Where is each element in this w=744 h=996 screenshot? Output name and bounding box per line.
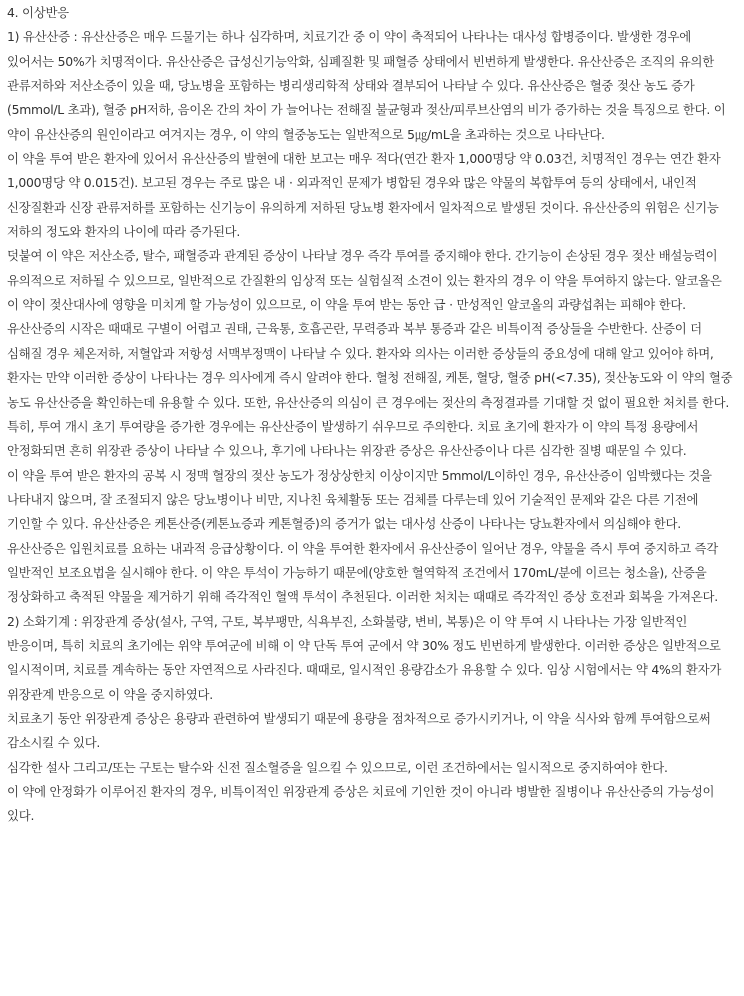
paragraph-gastrointestinal-dose-management: 치료초기 동안 위장관계 증상은 용량과 관련하여 발생되기 때문에 용량을 점차적으로 증가시키거나, 이 약을 식사와 함께 투여함으로써 감소시킬 수 있다. [7,710,711,751]
paragraph-lactic-acidosis-treatment: 유산산증은 입원치료를 요하는 내과적 응급상황이다. 이 약을 투여한 환자에서 유산산증이 일어난 경우, 약물을 즉시 투여 중지하고 즉각 일반적인 보조요법을 실시해야 한다. 이 약은 투석이 가능하기 때문에(양호한 혈역학적 조건에서 170mL/분에 이르는 청소율), 산증을 정상화하고 축적된 약물을 제거하기 위해 즉각적인 혈액 투석이 추천된다. 이러한 처치는 때때로 즉각적인 증상 호전과 회복을 가져온다. [7,540,718,605]
paragraph-lactic-acidosis-symptoms: 유산산증의 시작은 때때로 구별이 어렵고 권태, 근육통, 호흡곤란, 무력증과 복부 통증과 같은 비특이적 증상들을 수반한다. 산증이 더 심해질 경우 체온저하, 저혈압과 저항성 서맥부정맥이 나타날 수 있다. 환자와 의사는 이러한 증상들의 중요성에 대해 알고 있어야 하며, 환자는 만약 이러한 증상이 나타나는 경우 의사에게 즉시 알려야 한다. 혈청 전해질, 케톤, 혈당, 혈중 pH(<7.35), 젖산농도와 이 약의 혈중 농도 유산산증을 확인하는데 유용할 수 있다. 또한, 유산산증의 의심이 큰 경우에는 젖산의 측정결과를 기대할 것 없이 필요한 처치를 한다. 특히, 투여 개시 초기 투여량을 증가한 경우에는 유산산증이 발생하기 쉬우므로 주의한다. 치료 초기에 환자가 이 약의 특정 용량에서 안정화되면 흔히 위장관 증상이 나타날 수 있으나, 후기에 나타나는 위장관 증상은 유산산증이나 다른 심각한 질병 때문일 수 있다. [7,321,733,459]
paragraph-lactic-acidosis-precautions: 덧붙여 이 약은 저산소증, 탈수, 패혈증과 관계된 증상이 나타날 경우 즉각 투여를 중지해야 한다. 간기능이 손상된 경우 젖산 배설능력이 유의적으로 저하될 수 있으므로, 일반적으로 간질환의 임상적 또는 실험실적 소견이 있는 환자의 경우 이 약을 투여하지 않는다. 알코올은 이 약이 젖산대사에 영향을 미치게 할 가능성이 있으므로, 이 약을 투여 받는 동안 급 · 만성적인 알코올의 과량섭취는 피해야 한다. [7,248,722,313]
section-title: 4. 이상반응 [7,5,69,20]
paragraph-lactic-acidosis-intro: 1) 유산산증 : 유산산증은 매우 드물기는 하나 심각하며, 치료기간 중 이 약이 축적되어 나타나는 대사성 합병증이다. 발생한 경우에 있어서는 50%가 치명적이다. 유산산증은 급성신기능악화, 심폐질환 및 패혈증 상태에서 빈번하게 발생한다. 유산산증은 조직의 유의한 관류저하와 저산소증이 있을 때, 당뇨병을 포함하는 병리생리학적 상태와 결부되어 나타날 수 있다. 유산산증은 혈중 젖산 농도 증가(5mmol/L 초과), 혈중 pH저하, 음이온 간의 차이 가 늘어나는 전해질 불균형과 젖산/피루브산염의 비가 증가하는 것을 특징으로 한다. 이 약이 유산산증의 원인이라고 여겨지는 경우, 이 약의 혈중농도는 일반적으로 5㎍/mL을 초과하는 것으로 나타난다. [7,29,726,142]
paragraph-diarrhea-vomiting: 심각한 설사 그리고/또는 구토는 탈수와 신전 질소혈증을 일으킬 수 있으므로, 이런 조건하에서는 일시적으로 중지하여야 한다. [7,759,668,775]
paragraph-lactic-acidosis-incidence: 이 약을 투여 받은 환자에 있어서 유산산증의 발현에 대한 보고는 매우 적다(연간 환자 1,000명당 약 0.03건, 치명적인 경우는 연간 환자 1,000명당 약 0.015건). 보고된 경우는 주로 많은 내 · 외과적인 문제가 병합된 경우와 많은 약물의 복합투여 등의 상태에서, 내인적 신장질환과 신장 관류저하를 포함하는 신기능이 유의하게 저하된 당뇨병 환자에서 일차적으로 발생된 것이다. 유산산증의 위험은 신기능 저하의 정도와 환자의 나이에 따라 증가된다. [7,151,721,240]
paragraph-lactic-acidosis-lactate-levels: 이 약을 투여 받은 환자의 공복 시 정맥 혈장의 젖산 농도가 정상상한치 이상이지만 5mmol/L이하인 경우, 유산산증이 임박했다는 것을 나타내지 않으며, 잘 조절되지 않은 당뇨병이나 비만, 지나친 육체활동 또는 검체를 다루는데 있어 기술적인 문제와 같은 다른 기전에 기인할 수 있다. 유산산증은 케톤산증(케톤뇨증과 케톤혈증)의 증거가 없는 대사성 산증이 나타나는 당뇨환자에서 의심해야 한다. [7,467,712,532]
paragraph-stabilized-patients: 이 약에 안정화가 이루어진 환자의 경우, 비특이적인 위장관계 증상은 치료에 기인한 것이 아니라 병발한 질병이나 유산산증의 가능성이 있다. [7,784,715,824]
paragraph-gastrointestinal-reactions: 2) 소화기계 : 위장관계 증상(설사, 구역, 구토, 복부팽만, 식욕부진, 소화불량, 변비, 복통)은 이 약 투여 시 나타나는 가장 일반적인 반응이며, 특히 치료의 초기에는 위약 투여군에 비해 이 약 단독 투여 군에서 약 30% 정도 빈번하게 발생한다. 이러한 증상은 일반적으로 일시적이며, 치료를 계속하는 동안 자연적으로 사라진다. 때때로, 일시적인 용량감소가 유용할 수 있다. 임상 시험에서는 약 4%의 환자가 위장관계 반응으로 이 약을 중지하였다. [7,613,722,702]
